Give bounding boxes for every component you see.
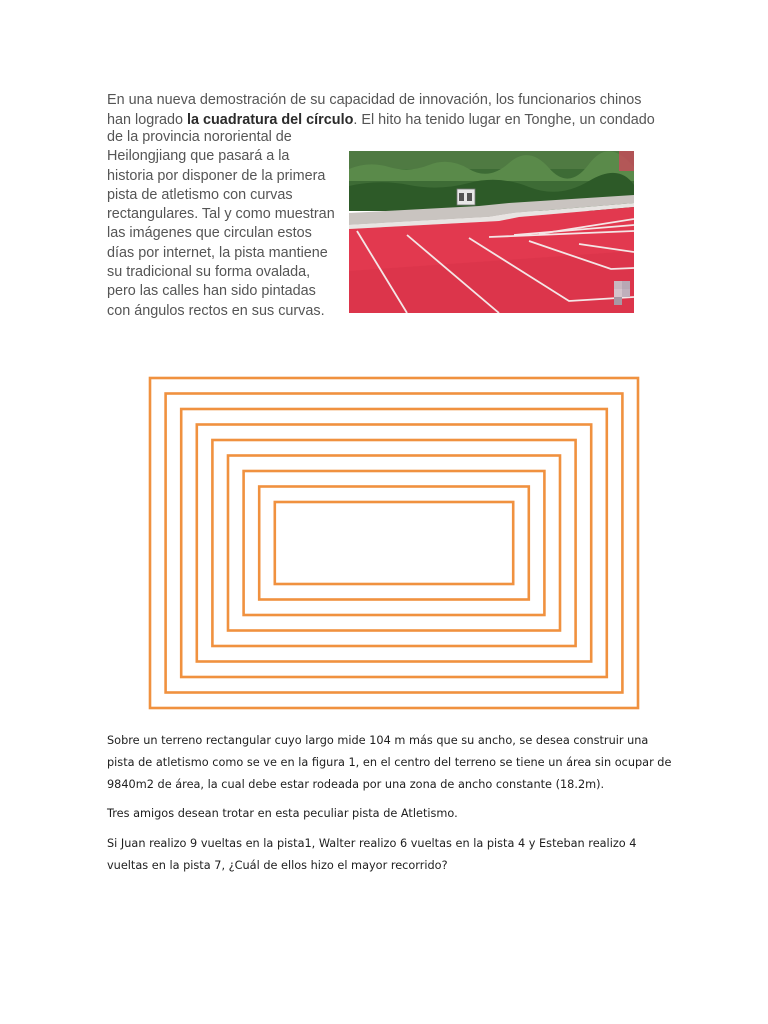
lane-rectangle-7 <box>244 471 545 615</box>
problem-paragraph-3 <box>107 833 667 877</box>
intro-line-2-end: . El hito ha tenido lugar en Tonghe, un condado <box>353 112 655 128</box>
problem-statement <box>107 730 672 885</box>
lane-rectangle-9 <box>275 502 513 584</box>
intro-line-1: En una nueva demostración de su capacidad de innovación, los funcionarios chinos <box>107 92 642 108</box>
intro-wrapped-line: pista de atletismo con curvas <box>107 186 293 203</box>
problem-line: 9840m2 de área, la cual debe estar rodeada por una zona de ancho constante (18.2m). <box>107 777 605 791</box>
nested-rectangles-diagram <box>148 376 640 710</box>
problem-line: Tres amigos desean trotar en esta peculiar pista de Atletismo. <box>107 807 458 821</box>
intro-wrapped-line: con ángulos rectos en sus curvas. <box>107 302 325 319</box>
intro-wrapped-line: Heilongjiang que pasará a la <box>107 148 290 165</box>
lane-rectangle-4 <box>197 425 591 662</box>
lane-rectangle-2 <box>166 394 623 693</box>
track-photo <box>349 151 634 313</box>
track-lanes-figure <box>148 376 640 710</box>
intro-wrapped-line: pero las calles han sido pintadas <box>107 283 316 300</box>
problem-paragraph-1 <box>107 730 672 795</box>
problem-line: vueltas en la pista 7, ¿Cuál de ellos hizo el mayor recorrido? <box>107 858 448 872</box>
problem-line: pista de atletismo como se ve en la figura 1, en el centro del terreno se tiene un área sin ocupar de <box>107 755 672 769</box>
intro-bold-phrase: la cuadratura del círculo <box>187 112 354 128</box>
intro-wrapped-line: de la provincia nororiental de <box>107 129 292 145</box>
problem-paragraph-2 <box>107 803 667 825</box>
track-photo-image <box>349 151 634 313</box>
intro-wrapped-line: rectangulares. Tal y como muestran <box>107 206 335 223</box>
intro-wrapped-line: su tradicional su forma ovalada, <box>107 264 311 281</box>
intro-wrapped-text <box>107 128 347 321</box>
lane-rectangle-8 <box>259 487 529 600</box>
problem-line: Si Juan realizo 9 vueltas en la pista1, Walter realizo 6 vueltas en la pista 4 y Esteban realizo 4 <box>107 837 637 851</box>
intro-wrapped-line: historia por disponer de la primera <box>107 167 326 184</box>
intro-line-2-start: han logrado <box>107 112 188 128</box>
lane-rectangle-1 <box>150 378 638 708</box>
intro-wrapped-line: días por internet, la pista mantiene <box>107 244 328 261</box>
problem-line: Sobre un terreno rectangular cuyo largo mide 104 m más que su ancho, se desea construir una <box>107 734 649 747</box>
intro-line-2 <box>107 110 655 130</box>
lane-rectangle-3 <box>181 409 607 677</box>
intro-wrapped-line: las imágenes que circulan estos <box>107 225 312 242</box>
lane-rectangle-6 <box>228 456 560 631</box>
